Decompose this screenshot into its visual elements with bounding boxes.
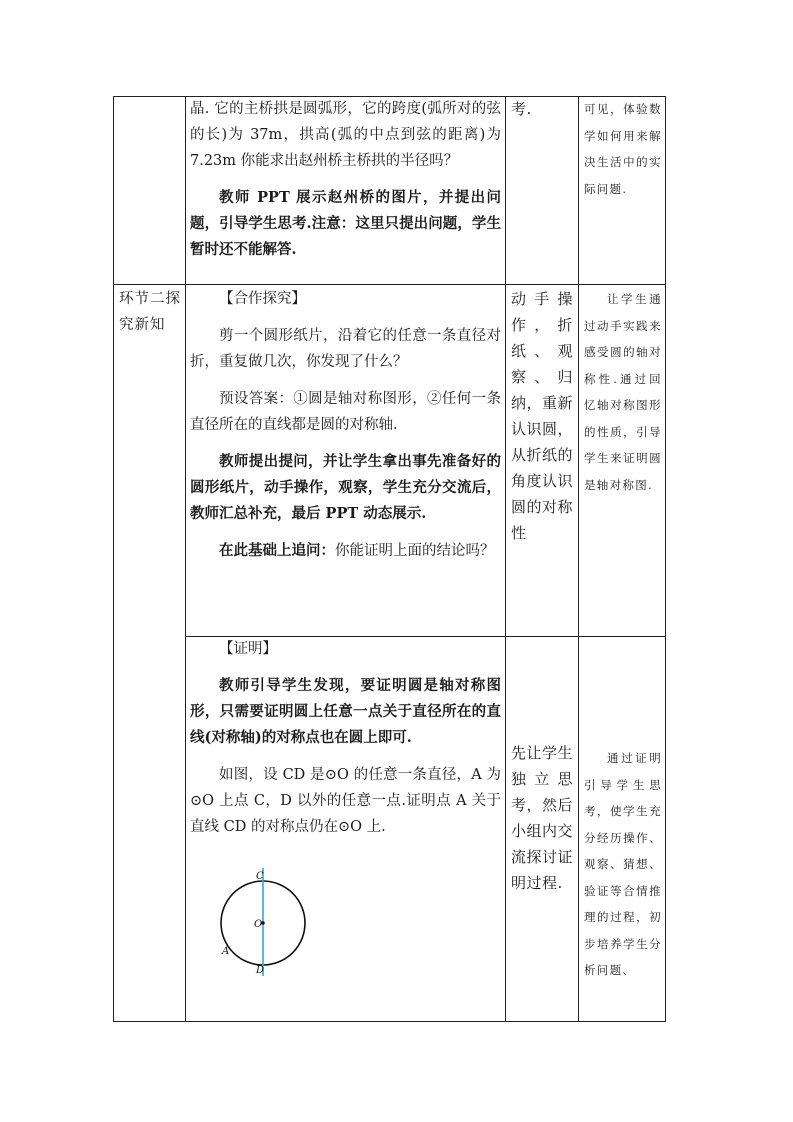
proof-statement-paragraph: 如图，设 CD 是⊙O 的任意一条直径，A 为⊙O 上点 C，D 以外的任意一点.证明点 A 关于直线 CD 的对称点仍在⊙O 上.	[190, 767, 501, 835]
section1-intent-cell	[584, 286, 662, 498]
section2-activity-cell	[511, 740, 573, 896]
circle-diameter-figure	[212, 862, 322, 980]
row1-intro-paragraph: 晶. 它的主桥拱是圆弧形，它的跨度(弧所对的弦的长)为 37m，拱高(弧的中点到弦的距离)为 7.23m 你能求出赵州桥主桥拱的半径吗？	[190, 101, 501, 169]
section2-intent-cell	[584, 745, 662, 984]
cooperative-inquiry-heading: 【合作探究】	[219, 291, 306, 307]
col-border-2	[185, 96, 186, 1022]
stage-cell	[119, 286, 181, 338]
section1-activity-text: 动手操作，折纸、观察、归纳，重新认识圆，从折纸的角度认识圆的对称性	[511, 290, 573, 542]
follow-up-lead: 在此基础上追问：	[219, 542, 335, 559]
follow-up-question: 你能证明上面的结论吗？	[335, 543, 495, 559]
col-border-1	[113, 96, 114, 1022]
cooperative-inquiry-cell	[190, 286, 501, 564]
label-o: O	[254, 919, 263, 930]
label-a: A	[222, 946, 230, 957]
inquiry-question-paragraph: 剪一个圆形纸片，沿着它的任意一条直径对折，重复做几次，你发现了什么？	[190, 328, 501, 370]
section1-intent-text: 让学生通过动手实践来感受圆的轴对称性.通过回忆轴对称图形的性质，引导学生来证明圆是轴对称图.	[584, 292, 662, 492]
row1-activity-text: 考.	[511, 100, 532, 118]
col-border-5	[665, 96, 666, 1022]
follow-up-question-paragraph	[190, 538, 501, 564]
col-border-4	[578, 96, 579, 1022]
proof-guidance-paragraph: 教师引导学生发现，要证明圆是轴对称图形，只需要证明圆上任意一点关于直径所在的直线(对称轴)的对称点也在圆上即可.	[190, 677, 501, 746]
row-divider	[113, 284, 666, 285]
label-d: D	[256, 965, 265, 976]
section2-intent-text: 通过证明引导学生思考，使学生充分经历操作、观察、猜想、验证等合情推理的过程，初步培养学生分析问题、	[584, 751, 662, 977]
row1-activity-cell	[511, 96, 573, 122]
label-c: C	[256, 871, 264, 882]
expected-answer-paragraph: 预设答案：①圆是轴对称图形，②任何一条直径所在的直线都是圆的对称轴.	[190, 391, 501, 433]
section1-activity-cell	[511, 286, 573, 546]
section2-activity-text: 先让学生独立思考，然后小组内交流探讨证明过程.	[511, 744, 573, 892]
table-bottom-border	[113, 1021, 666, 1022]
stage-label: 环节二探究新知	[119, 291, 181, 333]
proof-cell	[190, 636, 501, 840]
row1-intent-text: 可见，体验数学如何用来解决生活中的实际问题.	[584, 102, 662, 196]
row1-content-cell	[190, 96, 501, 263]
row1-intent-cell	[584, 96, 662, 202]
proof-heading: 【证明】	[219, 641, 277, 657]
teacher-action-paragraph: 教师提出提问，并让学生拿出事先准备好的圆形纸片，动手操作，观察，学生充分交流后，教师汇总补充，最后 PPT 动态展示.	[190, 453, 501, 522]
row1-teacher-paragraph: 教师 PPT 展示赵州桥的图片，并提出问题，引导学生思考.注意：这里只提出问题，学生暂时还不能解答.	[190, 189, 501, 258]
col-border-3	[505, 96, 506, 1022]
